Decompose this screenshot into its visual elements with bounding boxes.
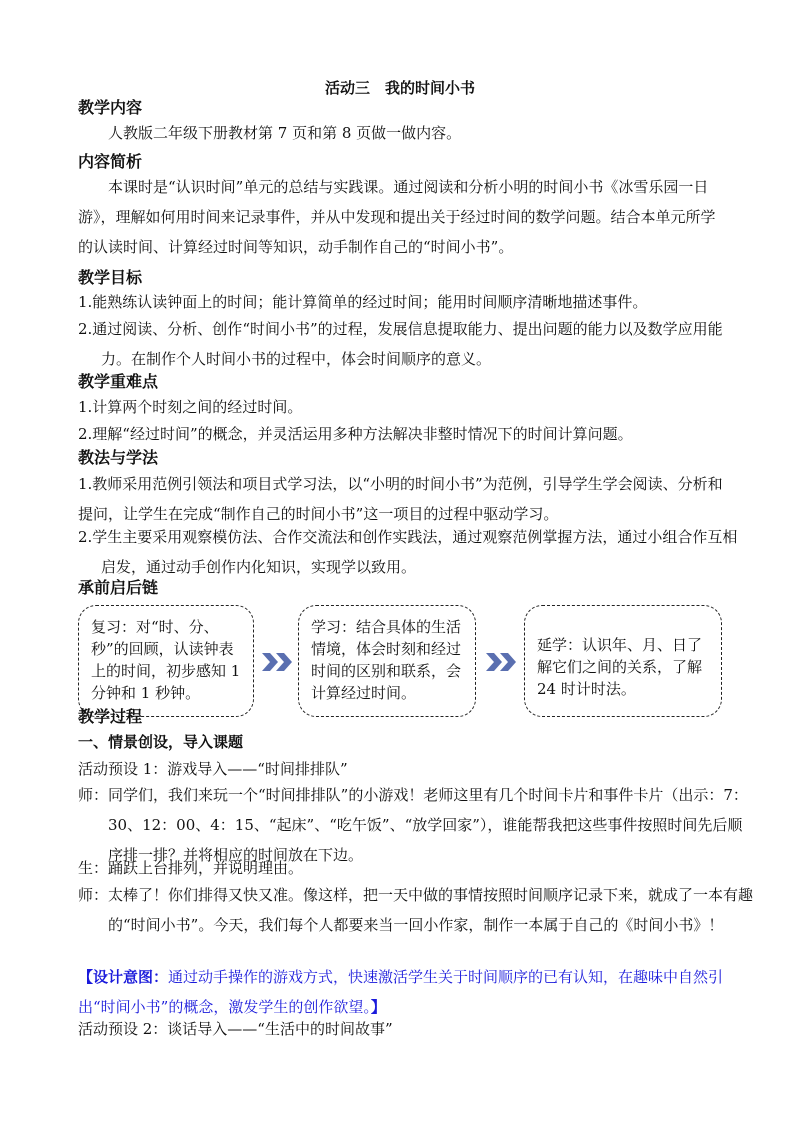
double-chevron-right-icon [484, 650, 520, 674]
heading-methods: 教法与学法 [78, 448, 159, 467]
design-tag: 【设计意图： [78, 968, 169, 986]
double-chevron-right-icon [260, 650, 296, 674]
keypoint-item-2: 2.理解“经过时间”的概念，并灵活运用多种方法解决非整时情况下的时间计算问题。 [78, 425, 633, 443]
content-text: 人教版二年级下册教材第 7 页和第 8 页做一做内容。 [108, 124, 462, 142]
goal-item-1: 1.能熟练认读钟面上的时间；能计算简单的经过时间；能用时间顺序清晰地描述事件。 [78, 293, 648, 311]
page-title: 活动三 我的时间小书 [324, 79, 475, 97]
heading-summary: 内容简析 [78, 152, 143, 171]
teacher2-text: 师：太棒了！你们排得又快又准。像这样，把一天中做的事情按照时间顺序记录下来，就成了一本有趣的“时间小书”。今天，我们每个人都要来当一回小作家，制作一本属于自己的《时间小书》！ [78, 886, 754, 934]
student1-text: 生：踊跃上台排列，并说明理由。 [78, 859, 304, 877]
step1-heading: 一、情景创设，导入课题 [78, 733, 244, 751]
heading-link: 承前启后链 [78, 578, 159, 597]
design-text: 通过动手操作的游戏方式，快速激活学生关于时间顺序的已有认知，在趣味中自然引出“时间小书”的概念，激发学生的创作欲望。 [78, 968, 724, 1016]
design-intent [78, 962, 726, 1022]
learn-box: 学习：结合具体的生活情境，体会时刻和经过时间的区别和联系，会计算经过时间。 [298, 605, 476, 717]
activity2-text: 活动预设 2：谈话导入——“生活中的时间故事” [78, 1020, 393, 1038]
heading-content: 教学内容 [78, 98, 143, 117]
teacher1-text: 师：同学们，我们来玩一个“时间排排队”的小游戏！老师这里有几个时间卡片和事件卡片（出示：7：30、12：00、4：15、“起床”、“吃午饭”、“放学回家”），谁能帮我把这些事件按照时间先后顺序排一排？并将相应的时间放在下边。 [78, 786, 748, 864]
activity1-text: 活动预设 1：游戏导入——“时间排排队” [78, 760, 348, 778]
heading-goals: 教学目标 [78, 268, 143, 287]
goal-item-2: 2.通过阅读、分析、创作“时间小书”的过程，发展信息提取能力、提出问题的能力以及数学应用能力。在制作个人时间小书的过程中，体会时间顺序的意义。 [78, 320, 723, 368]
method-item-1: 1.教师采用范例引领法和项目式学习法，以“小明的时间小书”为范例，引导学生学会阅读、分析和提问，让学生在完成“制作自己的时间小书”这一项目的过程中驱动学习。 [78, 475, 723, 523]
heading-keypoints: 教学重难点 [78, 372, 159, 391]
design-end: 】 [370, 998, 386, 1016]
review-box: 复习：对“时、分、秒”的回顾，认读钟表上的时间，初步感知 1 分钟和 1 秒钟。 [78, 605, 254, 717]
method-item-2: 2.学生主要采用观察模仿法、合作交流法和创作实践法，通过观察范例掌握方法，通过小组合作互相启发，通过动手创作内化知识，实现学以致用。 [78, 528, 738, 576]
heading-process: 教学过程 [78, 707, 143, 726]
summary-text: 本课时是“认识时间”单元的总结与实践课。通过阅读和分析小明的时间小书《冰雪乐园一日游》，理解如何用时间来记录事件，并从中发现和提出关于经过时间的数学问题。结合本单元所学的认读时间、计算经过时间等知识，动手制作自己的“时间小书”。 [78, 178, 716, 256]
extend-box: 延学：认识年、月、日了解它们之间的关系，了解 24 时计时法。 [524, 605, 722, 717]
keypoint-item-1: 1.计算两个时刻之间的经过时间。 [78, 398, 303, 416]
